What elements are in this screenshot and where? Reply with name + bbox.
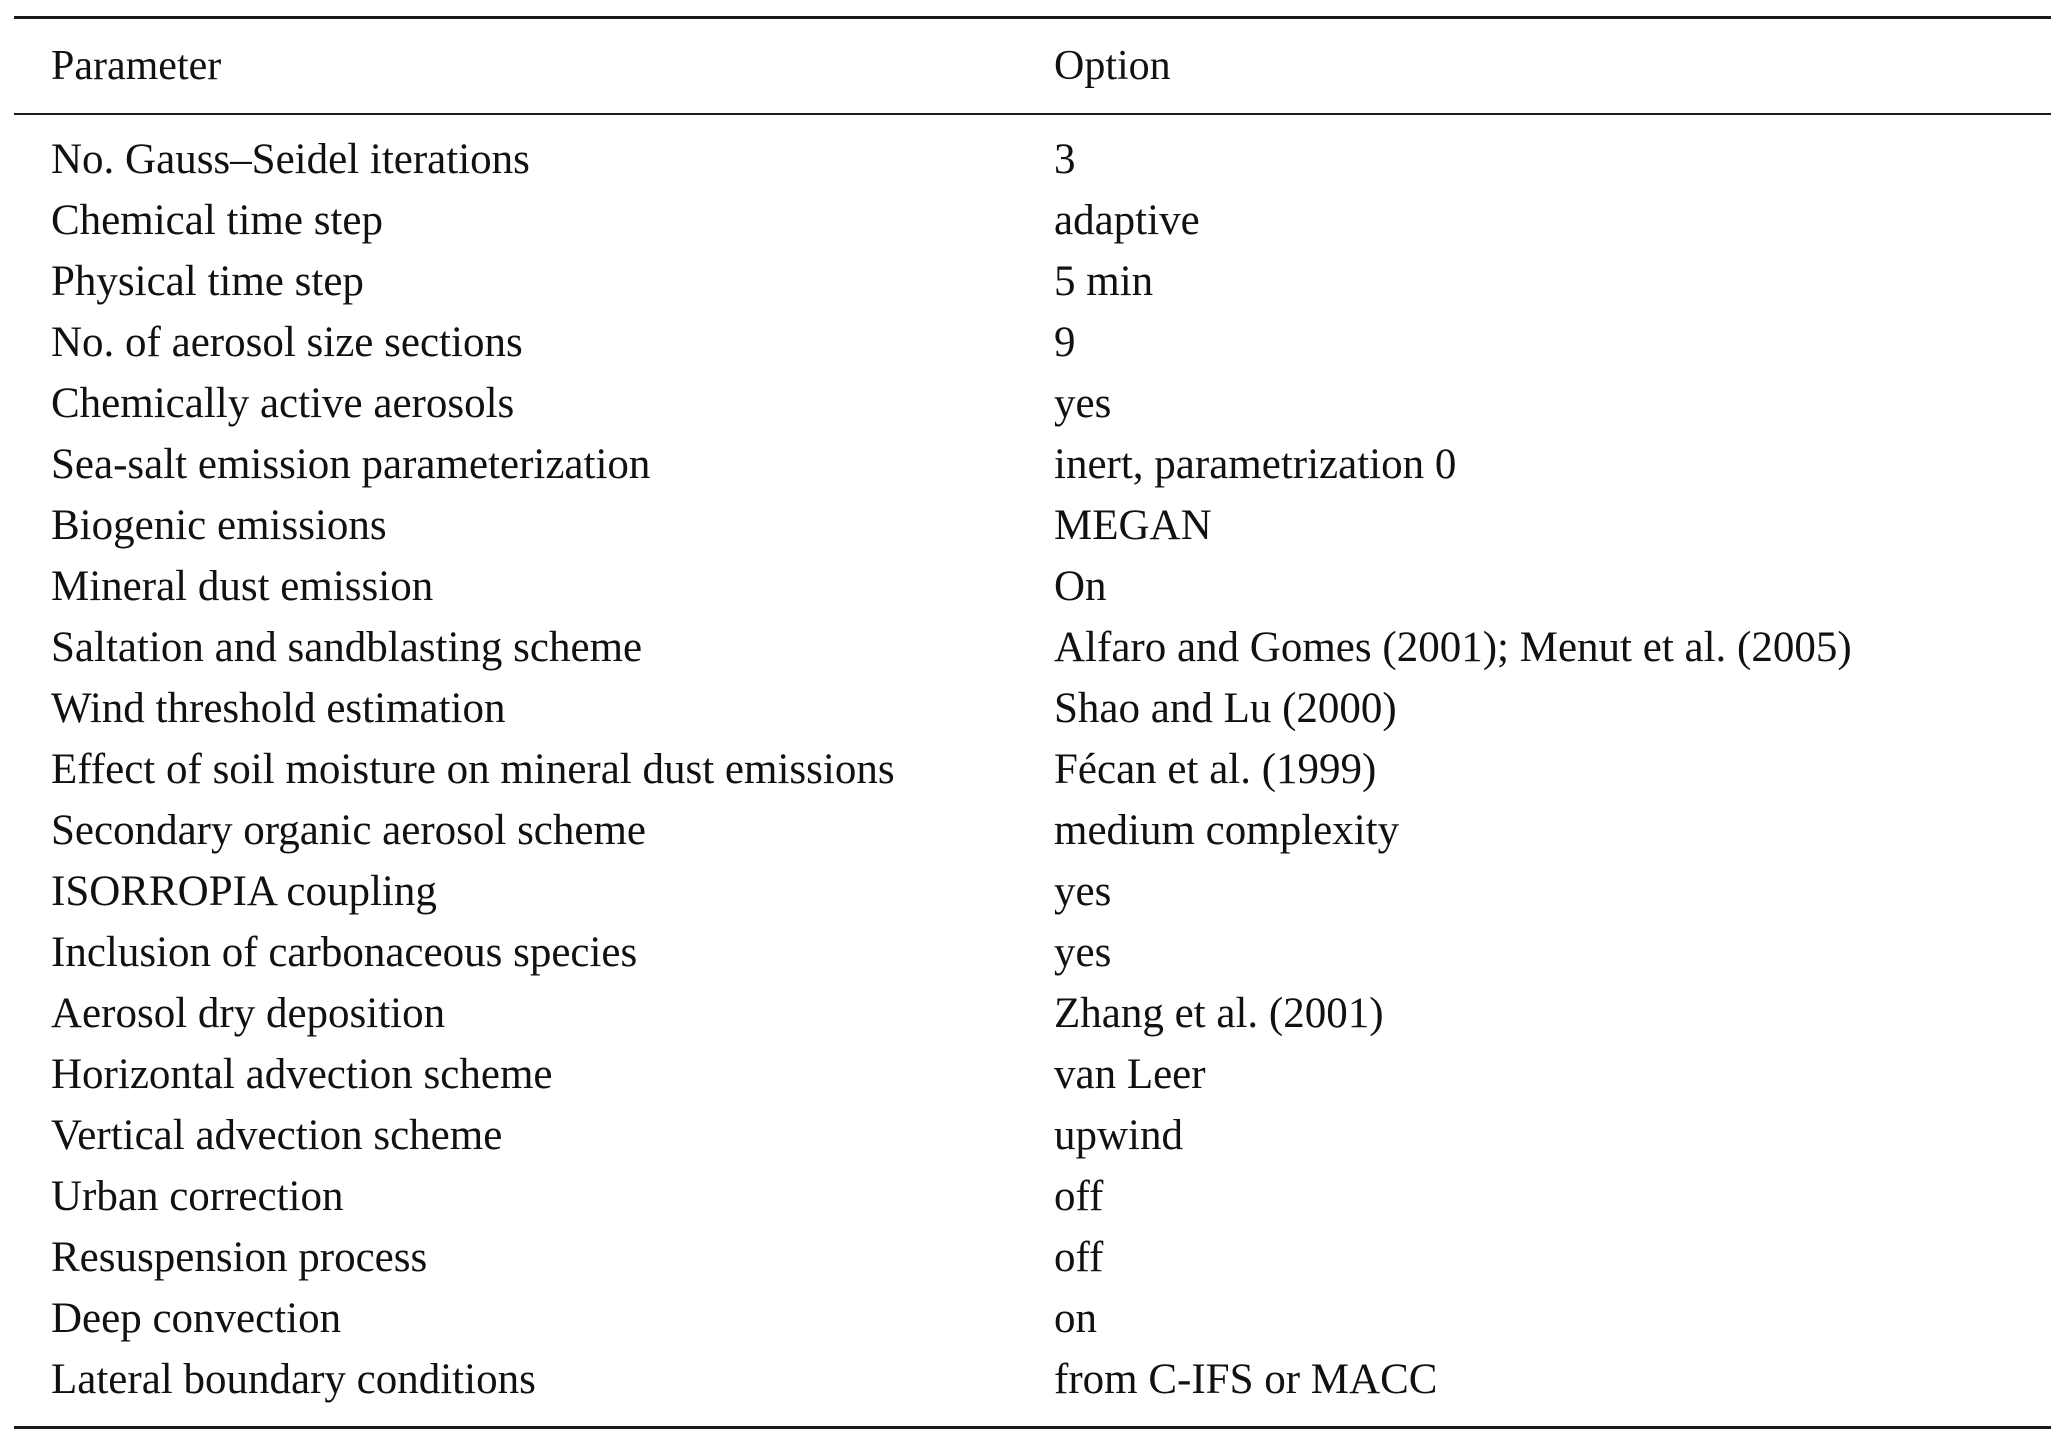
parameter-table bbox=[14, 16, 2051, 1429]
parameter-cell: Physical time step bbox=[51, 258, 364, 305]
table-row bbox=[14, 922, 2051, 983]
table-row bbox=[14, 373, 2051, 434]
parameter-cell: Resuspension process bbox=[51, 1234, 428, 1281]
parameter-cell: Lateral boundary conditions bbox=[51, 1356, 536, 1403]
parameter-cell: Sea-salt emission parameterization bbox=[51, 441, 651, 488]
parameter-cell: Chemical time step bbox=[51, 197, 383, 244]
table-row bbox=[14, 1044, 2051, 1105]
option-cell: Fécan et al. (1999) bbox=[1054, 746, 1377, 793]
header-parameter: Parameter bbox=[51, 43, 222, 89]
table-row bbox=[14, 1288, 2051, 1349]
parameter-cell: Inclusion of carbonaceous species bbox=[51, 929, 638, 976]
table-row bbox=[14, 739, 2051, 800]
option-cell: upwind bbox=[1054, 1112, 1183, 1159]
header-option: Option bbox=[1054, 43, 1171, 89]
option-cell: MEGAN bbox=[1054, 502, 1212, 549]
option-cell: 5 min bbox=[1054, 258, 1154, 305]
parameter-cell: Biogenic emissions bbox=[51, 502, 387, 549]
option-cell: 9 bbox=[1054, 319, 1076, 366]
table-row bbox=[14, 861, 2051, 922]
parameter-cell: Horizontal advection scheme bbox=[51, 1051, 553, 1098]
option-cell: Alfaro and Gomes (2001); Menut et al. (2005) bbox=[1054, 624, 1852, 671]
option-cell: medium complexity bbox=[1054, 807, 1400, 854]
parameter-cell: Urban correction bbox=[51, 1173, 344, 1220]
parameter-cell: Effect of soil moisture on mineral dust emissions bbox=[51, 746, 895, 793]
option-cell: yes bbox=[1054, 380, 1112, 427]
table-bottom-rule bbox=[14, 1426, 2051, 1429]
table-row bbox=[14, 983, 2051, 1044]
option-cell: Shao and Lu (2000) bbox=[1054, 685, 1397, 732]
option-cell: 3 bbox=[1054, 136, 1076, 183]
table-row bbox=[14, 495, 2051, 556]
parameter-cell: Deep convection bbox=[51, 1295, 342, 1342]
table-row bbox=[14, 1349, 2051, 1410]
table-row bbox=[14, 312, 2051, 373]
parameter-cell: Aerosol dry deposition bbox=[51, 990, 446, 1037]
table-row bbox=[14, 1227, 2051, 1288]
table-row bbox=[14, 678, 2051, 739]
header-parameter-cell bbox=[14, 45, 1054, 87]
table-row bbox=[14, 1105, 2051, 1166]
option-cell: On bbox=[1054, 563, 1107, 610]
table-row bbox=[14, 556, 2051, 617]
table-row bbox=[14, 434, 2051, 495]
option-cell: from C-IFS or MACC bbox=[1054, 1356, 1438, 1403]
parameter-cell: Secondary organic aerosol scheme bbox=[51, 807, 647, 854]
option-cell: yes bbox=[1054, 929, 1112, 976]
table-row bbox=[14, 190, 2051, 251]
table-row bbox=[14, 617, 2051, 678]
parameter-cell: No. Gauss–Seidel iterations bbox=[51, 136, 530, 183]
option-cell: van Leer bbox=[1054, 1051, 1206, 1098]
table-row bbox=[14, 800, 2051, 861]
parameter-cell: Vertical advection scheme bbox=[51, 1112, 503, 1159]
option-cell: adaptive bbox=[1054, 197, 1200, 244]
table-row bbox=[14, 251, 2051, 312]
parameter-cell: Saltation and sandblasting scheme bbox=[51, 624, 643, 671]
option-cell: Zhang et al. (2001) bbox=[1054, 990, 1384, 1037]
parameter-cell: Chemically active aerosols bbox=[51, 380, 515, 427]
option-cell: yes bbox=[1054, 868, 1112, 915]
parameter-cell: No. of aerosol size sections bbox=[51, 319, 523, 366]
parameter-cell: Mineral dust emission bbox=[51, 563, 434, 610]
header-option-cell bbox=[1054, 45, 2051, 87]
table-body bbox=[14, 115, 2051, 1410]
table-header-row bbox=[14, 19, 2051, 113]
option-cell: on bbox=[1054, 1295, 1097, 1342]
table-row bbox=[14, 129, 2051, 190]
option-cell: inert, parametrization 0 bbox=[1054, 441, 1457, 488]
option-cell: off bbox=[1054, 1173, 1104, 1220]
table-row bbox=[14, 1166, 2051, 1227]
option-cell: off bbox=[1054, 1234, 1104, 1281]
parameter-cell: ISORROPIA coupling bbox=[51, 868, 437, 915]
parameter-cell: Wind threshold estimation bbox=[51, 685, 506, 732]
